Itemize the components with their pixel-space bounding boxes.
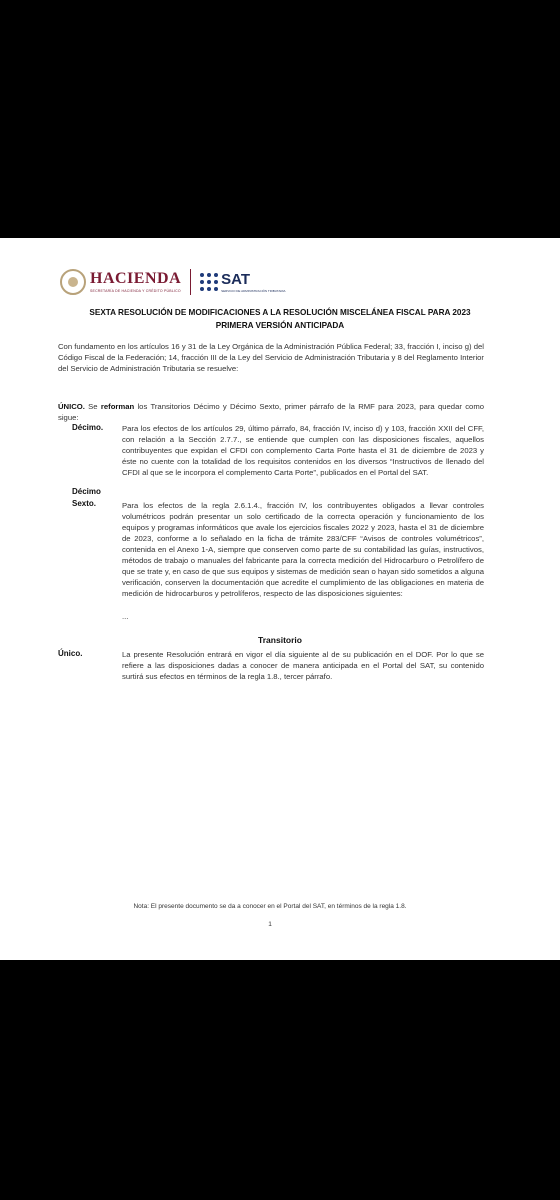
logo-divider [190,269,191,295]
decimo-text: Para los efectos de los artículos 29, último párrafo, 84, fracción IV, inciso d) y 103, fracción XXII del CFF, con relación a la Sección 2.7.7., se entiende que cumplen con las disposiciones fiscales, aquellos contribuyentes que expidan el CFDI con complemento Carta Porte hasta el 31 de diciembre de 2023 y éste no cuente con la totalidad de los requisitos contenidos en los diversos “Instructivos de llenado del CFDI al que se le incorpora el complemento Carta Porte”, publicados en el Portal del SAT. [122,424,484,477]
coat-of-arms-icon [60,269,86,295]
sat-logo [221,272,285,293]
unico-pre: Se [84,402,101,411]
hacienda-subtitle: SECRETARÍA DE HACIENDA Y CRÉDITO PÚBLICO [90,289,181,293]
footer-note: Nota: El presente documento se da a conocer en el Portal del SAT, en términos de la regla 1.8. [133,903,407,910]
page-number: 1 [268,921,272,928]
sat-name: SAT [221,270,251,288]
unico-label: ÚNICO. [58,402,85,411]
transitorio-unico-label: Único. [58,649,83,658]
document-page [0,238,560,960]
transitorio-text: La presente Resolución entrará en vigor el día siguiente al de su publicación en el DOF. Por lo que se refiere a las disposiciones dadas a conocer de manera anticipada en el Portal del SAT, su contenido surtirá sus efectos en términos de la regla 1.8., tercer párrafo. [122,650,484,681]
hacienda-logo [90,271,181,293]
sat-subtitle: SERVICIO DE ADMINISTRACIÓN TRIBUTARIA [221,288,286,293]
ellipsis: ... [122,612,129,621]
unico-paragraph [58,401,484,423]
intro-paragraph: Con fundamento en los artículos 16 y 31 de la Ley Orgánica de la Administración Pública Federal; 33, fracción I, inciso g) del Código Fiscal de la Federación; 14, fracción III de la Ley del Servicio de Administración Tributaria y 8 del Reglamento Interior del Servicio de Administración Tributaria se resuelve: [58,342,484,373]
hacienda-name: HACIENDA [90,270,182,287]
decimo-sexto-text: Para los efectos de la regla 2.6.1.4., fracción IV, los contribuyentes obligados a llevar controles volumétricos podrán presentar un solo certificado de la correcta operación y funcionamiento de los equipos y programas informáticos que avale los ejercicios fiscales 2022 y 2023, hasta el 31 de diciembre de 2023, conforme a lo señalado en la ficha de trámite 283/CFF “Avisos de controles volumétricos”, contenida en el Anexo 1-A, siempre que conserven como parte de su contabilidad las guías, instructivos, métodos de trabajo o manuales del fabricante para la correcta medición del Hidrocarburo o Petrolífero de que se trate y, en caso de que sus equipos y sistemas de medición sean o hayan sido sometidos a alguna verificación, conserven la documentación que acredite el cumplimiento de las obligaciones en materia de medición de hidrocarburos y petrolíferos, respecto de las disposiciones siguientes: [122,501,484,598]
transitorio-heading: Transitorio [258,635,302,645]
unico-rest: los Transitorios Décimo y Décimo Sexto, primer párrafo de la RMF para 2023, para quedar como sigue: [58,402,484,422]
sat-dots-icon [200,273,218,291]
decimo-sexto-label-2: Sexto. [72,499,97,508]
document-title: SEXTA RESOLUCIÓN DE MODIFICACIONES A LA RESOLUCIÓN MISCELÁNEA FISCAL PARA 2023 [89,308,471,317]
document-subtitle: PRIMERA VERSIÓN ANTICIPADA [215,321,345,330]
decimo-sexto-label-1: Décimo [72,487,101,496]
unico-reforman: reforman [100,402,135,411]
header-logos [60,262,285,302]
decimo-label: Décimo. [72,423,104,432]
